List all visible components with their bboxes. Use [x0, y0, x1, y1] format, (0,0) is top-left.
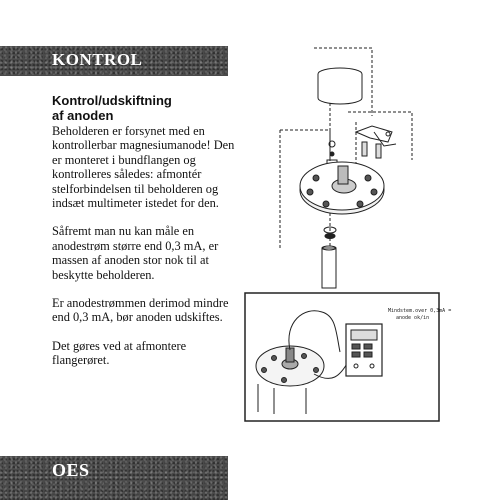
footer-title: OES — [52, 460, 90, 480]
heading-line-1: Kontrol/udskiftning — [52, 93, 172, 108]
anode-exploded-drawing — [270, 38, 430, 290]
meter-note-line-2: anode ok/in — [396, 315, 430, 321]
paragraph-3: Er anodestrømmen derimod mindre end 0,3 mA, bør anoden udskiftes. — [52, 296, 229, 325]
paragraph-1: Beholderen er forsynet med en kontrollerbar magnesiumanode! Den er monteret i bundflangen og kontrolleres således: afmontér stelforbindelsen til beholderen og indsæt multimeter istedet for den. — [52, 124, 235, 211]
heading-line-2: af anoden — [52, 108, 114, 123]
section-heading — [52, 93, 242, 123]
footer-banner — [0, 456, 228, 500]
banner-title: KONTROL — [52, 50, 143, 69]
body-text — [52, 124, 240, 382]
multimeter-measurement-drawing — [244, 292, 452, 424]
meter-note-line-1: Mindstem.over 0,3mA = — [388, 308, 452, 314]
paragraph-2: Såfremt man nu kan måle en anodestrøm større end 0,3 mA, er massen af anoden stor nok til at beskytte beholderen. — [52, 224, 219, 282]
section-banner — [0, 46, 228, 76]
paragraph-4: Det gøres ved at afmontere flangerøret. — [52, 338, 187, 368]
